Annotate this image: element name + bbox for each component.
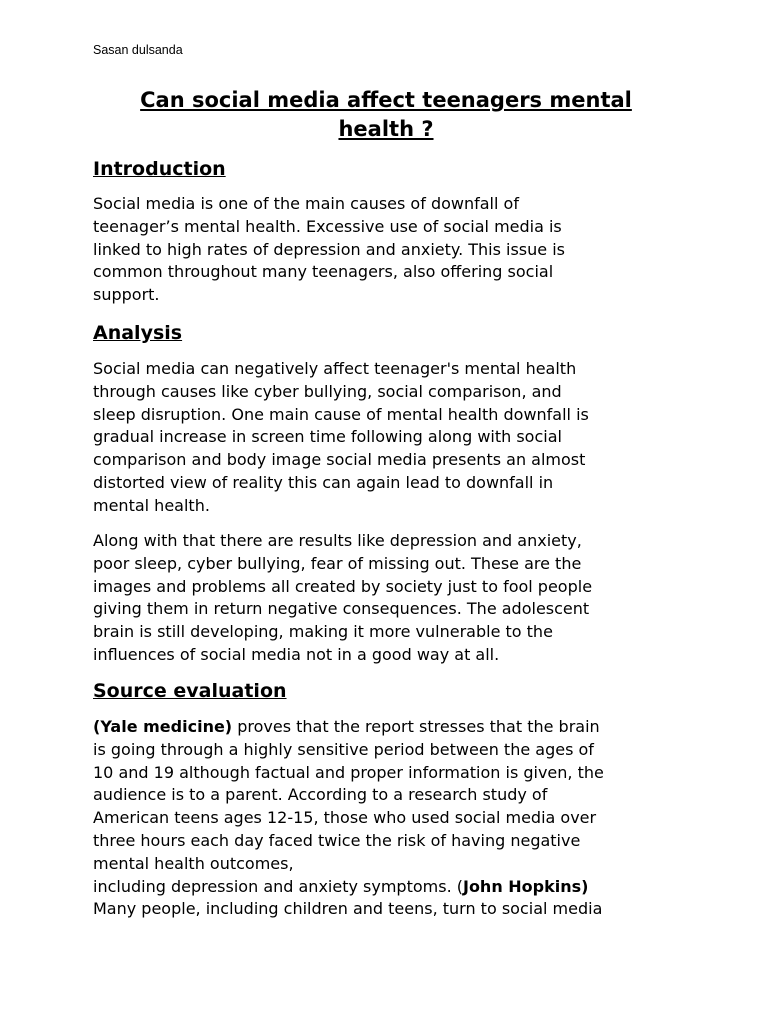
source-citation-yale: (Yale medicine) (93, 717, 233, 736)
text-line: poor sleep, cyber bullying, fear of missing out. These are the (93, 553, 582, 573)
text-line (93, 716, 683, 739)
text-line: influences of social media not in a good way at all. (93, 644, 500, 664)
text-fragment: including depression and anxiety symptoms. ( (93, 876, 463, 896)
source-citation-john-hopkins: John Hopkins) (462, 876, 589, 896)
analysis-paragraph-2 (93, 530, 683, 667)
analysis-paragraph-1 (93, 358, 683, 518)
text-line: mental health. (93, 495, 210, 515)
text-line: 10 and 19 although factual and proper information is given, the (93, 762, 604, 782)
text-line: distorted view of reality this can again lead to downfall in (93, 472, 554, 492)
text-line: brain is still developing, making it more vulnerable to the (93, 622, 553, 642)
text-line: three hours each day faced twice the risk of having negative (93, 830, 581, 850)
text-line: linked to high rates of depression and anxiety. This issue is (93, 239, 565, 259)
introduction-paragraph (93, 193, 683, 307)
text-line: comparison and body image social media presents an almost (93, 450, 586, 470)
text-line: sleep disruption. One main cause of mental health downfall is (93, 404, 589, 424)
text-line: support. (93, 285, 160, 305)
text-line: Social media is one of the main causes of downfall of (93, 194, 519, 213)
title-line-1: Can social media affect teenagers mental (140, 88, 632, 112)
introduction-heading: Introduction (93, 158, 226, 180)
source-evaluation-paragraph (93, 716, 683, 921)
text-line: common throughout many teenagers, also offering social (93, 262, 554, 282)
source-evaluation-heading: Source evaluation (93, 680, 287, 702)
text-line: Social media can negatively affect teenager's mental health (93, 359, 577, 378)
text-line: American teens ages 12-15, those who used social media over (93, 808, 597, 828)
page-title (91, 86, 681, 144)
text-line: Along with that there are results like depression and anxiety, (93, 531, 582, 550)
text-line: images and problems all created by society just to fool people (93, 576, 593, 596)
text-line: is going through a highly sensitive period between the ages of (93, 739, 594, 759)
text-line: gradual increase in screen time following along with social (93, 427, 562, 447)
text-line (93, 876, 683, 899)
text-line: Many people, including children and teens, turn to social media (93, 899, 603, 919)
author-name: Sasan dulsanda (93, 43, 183, 57)
title-line-2: health ? (338, 117, 434, 141)
analysis-heading: Analysis (93, 322, 183, 344)
text-line: audience is to a parent. According to a research study of (93, 785, 548, 805)
text-line: teenager’s mental health. Excessive use of social media is (93, 216, 562, 236)
text-line: giving them in return negative consequences. The adolescent (93, 599, 590, 619)
text-line: through causes like cyber bullying, social comparison, and (93, 381, 562, 401)
text-line: mental health outcomes, (93, 853, 294, 873)
text-fragment: proves that the report stresses that the brain (232, 717, 600, 736)
